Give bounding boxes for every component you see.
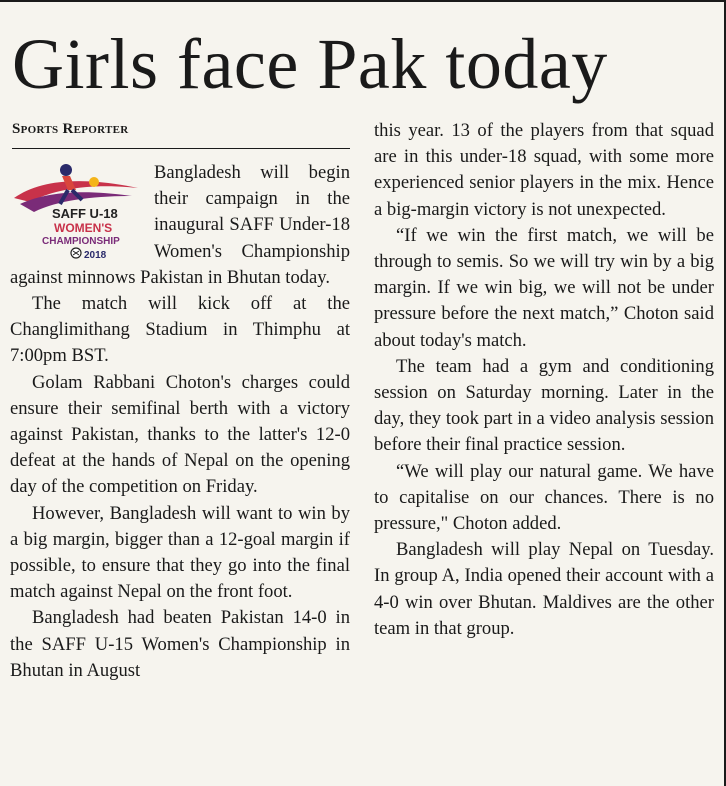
paragraph: Bangladesh had beaten Pakistan 14-0 in the SAFF U-15 Women's Championship in Bhutan in August — [10, 607, 350, 681]
logo-line-2: WOMEN'S — [54, 221, 113, 235]
byline-rule — [12, 148, 350, 149]
byline: Sports Reporter — [12, 121, 129, 137]
paragraph: However, Bangladesh will want to win by a big margin, bigger than a 12-goal margin if possible, to ensure that they go into the final match against Nepal on the front foot. — [10, 502, 350, 603]
top-border — [0, 0, 726, 2]
logo-year: 2018 — [84, 250, 107, 260]
paragraph: Bangladesh will begin their campaign in the inaugural SAFF Under-18 Women's Championship against minnows Pakistan in Bhutan today. — [10, 162, 350, 288]
paragraph: this year. 13 of the players from that squad are in this under-18 squad, with some more experienced senior players in the mix. Hence a big-margin victory is not unexpected. — [374, 120, 714, 220]
saff-championship-logo — [10, 160, 146, 260]
article-column-2 — [374, 118, 714, 642]
article-column-1 — [10, 160, 350, 684]
paragraph: The match will kick off at the Changlimithang Stadium in Thimphu at 7:00pm BST. — [10, 293, 350, 367]
logo-line-1: SAFF U-18 — [52, 206, 118, 221]
headline: Girls face Pak today — [12, 24, 608, 104]
paragraph: Golam Rabbani Choton's charges could ensure their semifinal berth with a victory against Pakistan, thanks to the latter's 12-0 defeat at the hands of Nepal on the opening day of the competition on Friday. — [10, 371, 350, 498]
paragraph: The team had a gym and conditioning session on Saturday morning. Later in the day, they took part in a video analysis session before their final practice session. — [374, 355, 714, 456]
paragraph: “If we win the first match, we will be through to semis. So we will try win by a big margin. If we win big, we will not be under pressure before the next match,” Choton said about today's match. — [374, 224, 714, 351]
paragraph: Bangladesh will play Nepal on Tuesday. In group A, India opened their account with a 4-0 win over Bhutan. Maldives are the other team in that group. — [374, 539, 714, 639]
paragraph: “We will play our natural game. We have to capitalise on our chances. There is no pressure," Choton added. — [374, 460, 714, 535]
logo-line-3: CHAMPIONSHIP — [42, 236, 120, 247]
